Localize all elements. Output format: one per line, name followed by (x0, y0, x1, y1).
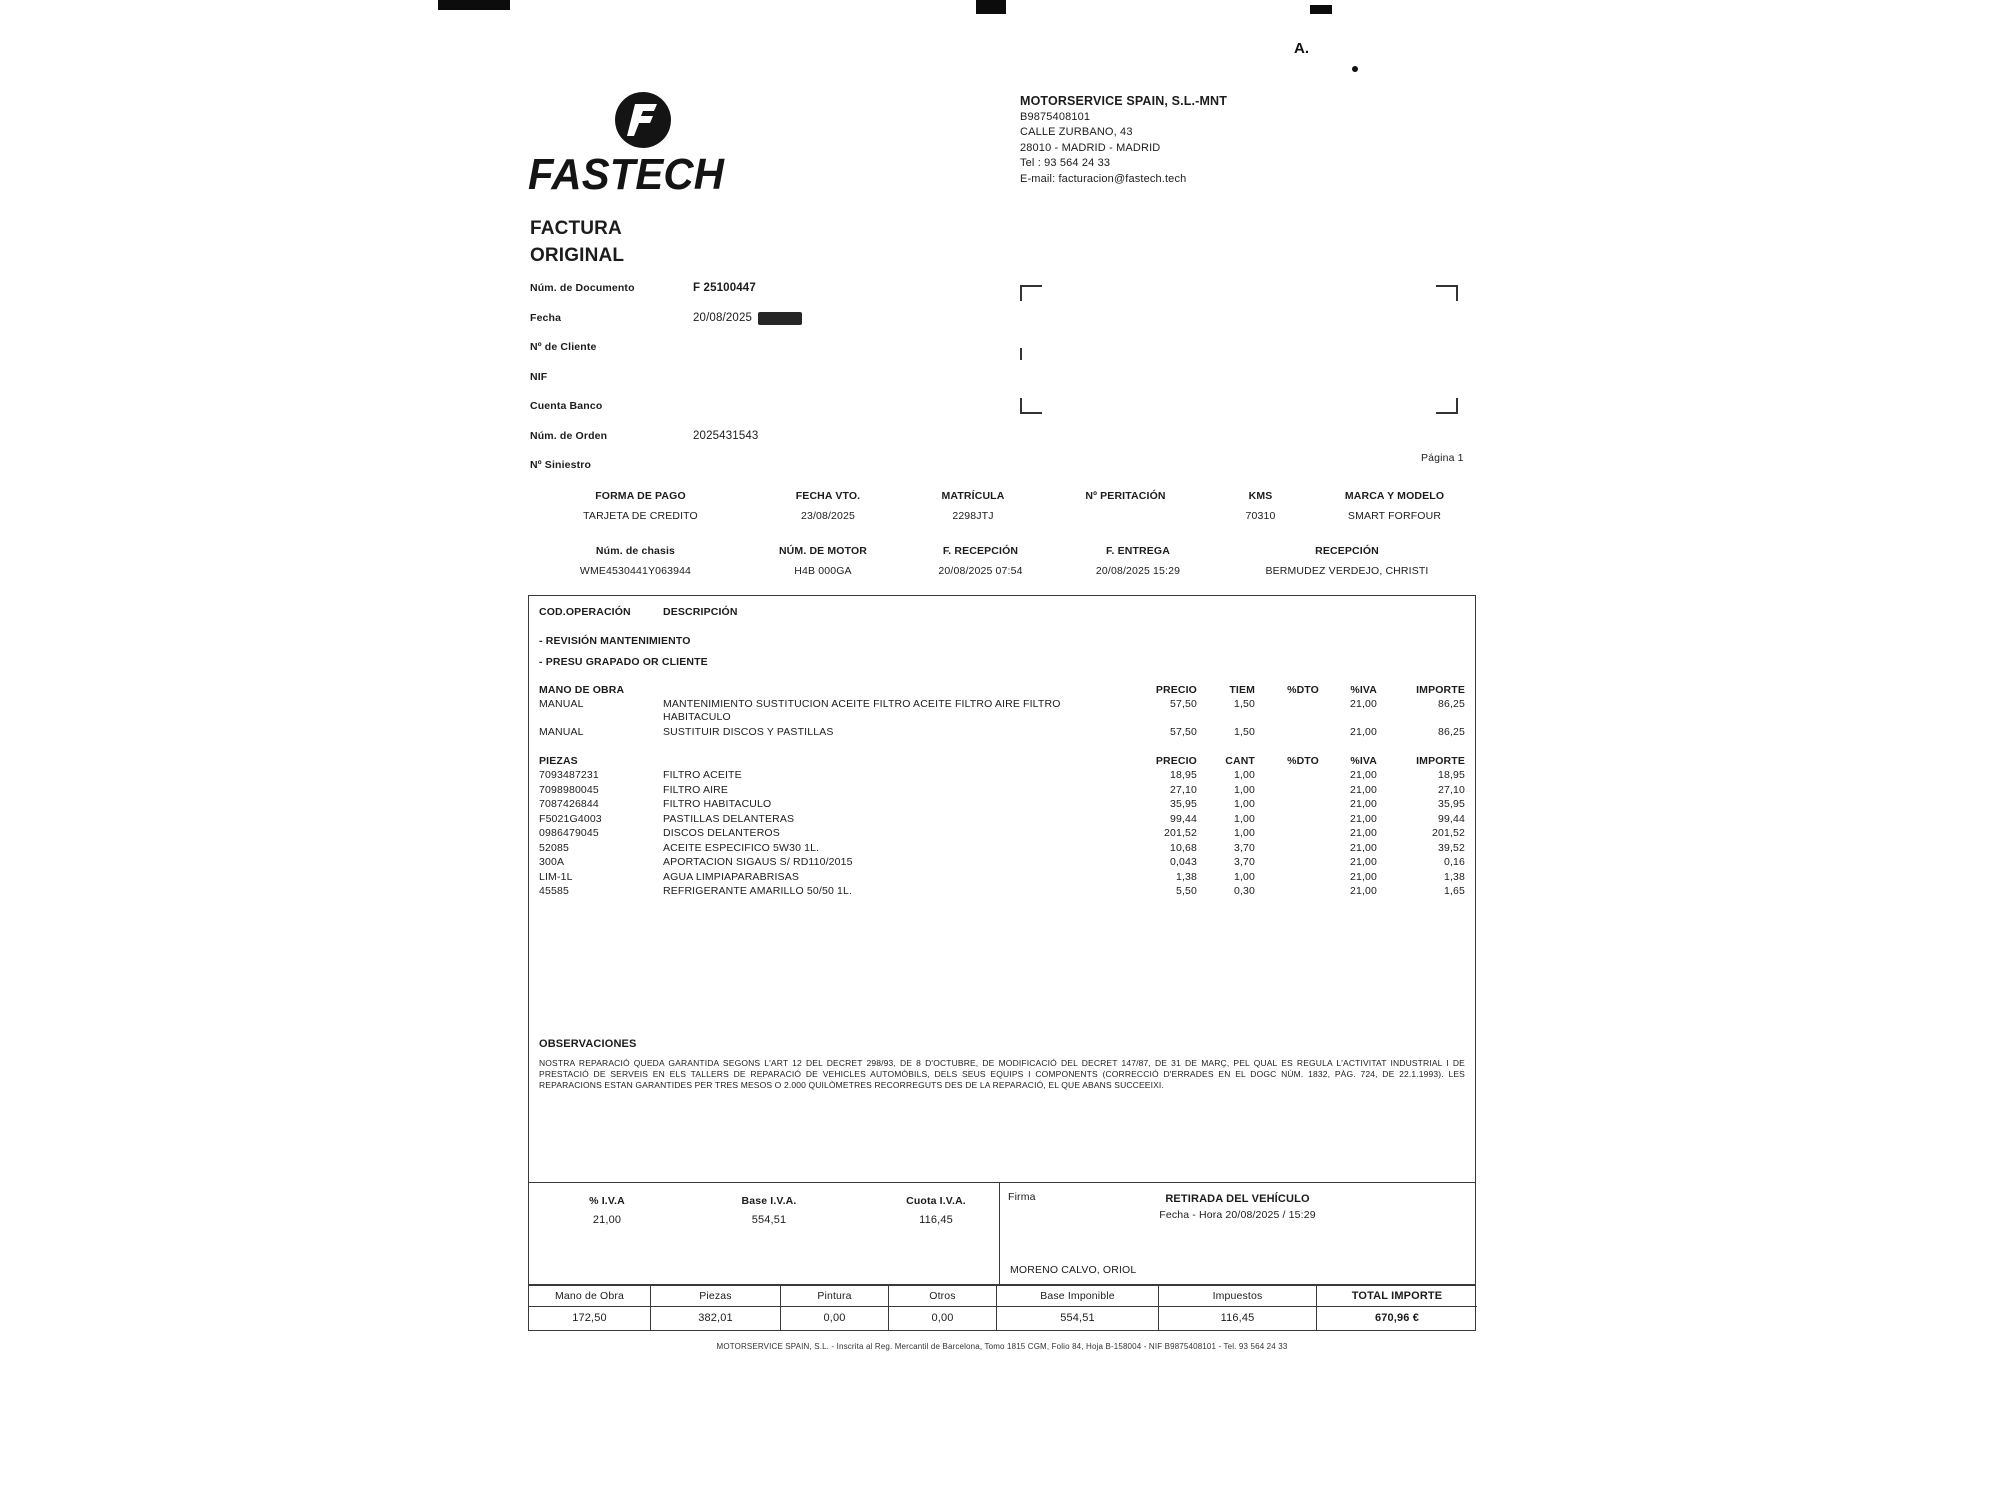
field-row (530, 341, 1010, 371)
part-precio: 35,95 (1169, 798, 1197, 810)
labor-importe: 86,25 (1437, 698, 1465, 710)
scan-dot-artifact (1352, 66, 1358, 72)
field-row (530, 430, 1010, 460)
part-iva: 21,00 (1349, 783, 1377, 796)
part-row (539, 842, 1465, 855)
labor-col: PRECIO (1155, 683, 1197, 696)
veh-header: RECEPCIÓN (1315, 545, 1379, 557)
vat-rate-value: 21,00 (592, 1214, 622, 1226)
signature-area (999, 1183, 1475, 1284)
part-iva: 21,00 (1349, 798, 1377, 810)
part-precio: 201,52 (1163, 827, 1197, 839)
work-note: - REVISIÓN MANTENIMIENTO (539, 634, 691, 647)
part-row (539, 871, 1465, 884)
parts-col: %DTO (1287, 754, 1319, 767)
scan-smudge (758, 312, 802, 325)
invoice-document (528, 80, 1478, 1375)
part-iva: 21,00 (1349, 856, 1377, 868)
document-number: F 25100447 (693, 282, 756, 294)
summary-header: Base Imponible (997, 1286, 1159, 1307)
part-desc: ACEITE ESPECIFICO 5W30 1L. (663, 841, 820, 854)
issuer-company-block (1020, 94, 1227, 187)
company-city: 28010 - MADRID - MADRID (1020, 141, 1161, 154)
crop-mark (1020, 398, 1042, 414)
part-importe: 18,95 (1437, 769, 1465, 781)
field-label: Nº Siniestro (530, 459, 592, 471)
company-phone: Tel : 93 564 24 33 (1020, 157, 1111, 169)
due-date: 23/08/2025 (800, 510, 856, 522)
field-row (530, 371, 1010, 401)
veh-header: KMS (1248, 490, 1273, 502)
part-code: 7098980045 (539, 783, 599, 796)
part-code: 7093487231 (539, 769, 599, 781)
chassis-number: WME4530441Y063944 (579, 565, 692, 577)
summary-header: Piezas (651, 1286, 781, 1307)
vat-rate-block (557, 1195, 657, 1226)
field-label: Núm. de Documento (530, 282, 635, 294)
labor-total: 172,50 (529, 1307, 651, 1330)
vehicle-pickup-datetime: Fecha - Hora 20/08/2025 / 15:29 (1159, 1209, 1316, 1221)
part-iva: 21,00 (1349, 812, 1377, 825)
vat-rate-label: % I.V.A (589, 1195, 625, 1207)
field-row (530, 312, 1010, 342)
veh-header: Núm. de chasis (595, 545, 676, 557)
part-precio: 1,38 (1175, 870, 1197, 883)
part-cant: 0,30 (1233, 885, 1255, 897)
labor-col: IMPORTE (1416, 683, 1465, 696)
total-amount: 670,96 € (1374, 1312, 1420, 1324)
vat-base-block (714, 1195, 824, 1226)
receptionist-name: BERMUDEZ VERDEJO, CHRISTI (1265, 565, 1429, 577)
document-copy-label: ORIGINAL (530, 245, 625, 266)
part-importe: 0,16 (1443, 856, 1465, 868)
part-code: 0986479045 (539, 827, 599, 839)
parts-title: PIEZAS (539, 754, 578, 767)
part-row (539, 827, 1465, 840)
part-row (539, 784, 1465, 797)
vat-amount-block (881, 1195, 991, 1226)
crop-mark (1020, 348, 1022, 360)
vehicle-pickup-title: RETIRADA DEL VEHÍCULO (1165, 1193, 1310, 1205)
labor-tiempo: 1,50 (1233, 698, 1255, 710)
taxable-base: 554,51 (997, 1307, 1159, 1330)
vehicle-info-row2 (528, 545, 1476, 577)
engine-number: H4B 000GA (794, 565, 852, 577)
veh-header: FECHA VTO. (795, 490, 861, 502)
part-desc: PASTILLAS DELANTERAS (663, 812, 795, 825)
part-importe: 201,52 (1431, 827, 1465, 839)
part-cant: 1,00 (1233, 783, 1255, 796)
legal-footer: MOTORSERVICE SPAIN, S.L. - Inscrita al Reg. Mercantil de Barcelona, Tomo 1815 CGM, Folio 84, Hoja B-158004 - NIF B9875408101 - Tel. 93 564 24 33 (716, 1342, 1288, 1351)
taxes: 116,45 (1159, 1307, 1317, 1330)
field-label: Núm. de Orden (530, 429, 608, 442)
col-description: DESCRIPCIÓN (663, 605, 738, 618)
part-code: 45585 (539, 885, 569, 897)
observations-title: OBSERVACIONES (539, 1038, 637, 1050)
field-row (530, 459, 1010, 489)
summary-header: Mano de Obra (529, 1286, 651, 1307)
payment-method: TARJETA DE CREDITO (583, 510, 698, 522)
document-fields (530, 282, 1010, 489)
other-total: 0,00 (889, 1307, 997, 1330)
license-plate: 2298JTJ (952, 510, 994, 522)
part-precio: 27,10 (1169, 783, 1197, 796)
work-note: - PRESU GRAPADO OR CLIENTE (539, 655, 708, 668)
part-cant: 3,70 (1233, 856, 1255, 868)
summary-header: Pintura (781, 1286, 889, 1307)
parts-col: IMPORTE (1416, 754, 1465, 767)
summary-header: Impuestos (1159, 1286, 1317, 1307)
vat-base-value: 554,51 (751, 1214, 787, 1226)
signature-label: Firma (1008, 1191, 1036, 1203)
totals-summary-table (528, 1285, 1476, 1331)
labor-iva: 21,00 (1349, 725, 1377, 738)
labor-col: %IVA (1350, 683, 1377, 696)
field-label: Fecha (530, 311, 562, 324)
labor-iva: 21,00 (1349, 698, 1377, 710)
part-desc: APORTACION SIGAUS S/ RD110/2015 (663, 856, 853, 868)
labor-code: MANUAL (539, 698, 584, 710)
part-importe: 27,10 (1437, 783, 1465, 796)
part-iva: 21,00 (1349, 769, 1377, 781)
company-name: MOTORSERVICE SPAIN, S.L.-MNT (1020, 94, 1227, 108)
labor-code: MANUAL (539, 725, 584, 738)
veh-header: NÚM. DE MOTOR (778, 545, 868, 557)
scan-artifact (1310, 5, 1332, 14)
document-date: 20/08/2025 (693, 311, 753, 324)
part-importe: 1,65 (1443, 885, 1465, 897)
part-cant: 1,00 (1233, 769, 1255, 781)
vat-amount-label: Cuota I.V.A. (906, 1195, 966, 1207)
crop-mark (1020, 285, 1042, 301)
handwritten-mark: A. (1294, 40, 1309, 57)
labor-row (539, 698, 1465, 724)
labor-importe: 86,25 (1437, 725, 1465, 738)
part-iva: 21,00 (1349, 870, 1377, 883)
labor-section-header (539, 684, 1465, 697)
part-cant: 3,70 (1233, 841, 1255, 854)
part-code: F5021G4003 (539, 812, 602, 825)
part-importe: 99,44 (1437, 812, 1465, 825)
part-desc: FILTRO HABITACULO (663, 798, 772, 810)
make-model: SMART FORFOUR (1347, 510, 1442, 522)
part-desc: FILTRO AIRE (663, 783, 729, 796)
part-desc: DISCOS DELANTEROS (663, 827, 780, 839)
order-number: 2025431543 (693, 429, 759, 442)
part-precio: 99,44 (1169, 812, 1197, 825)
part-row (539, 769, 1465, 782)
veh-header: FORMA DE PAGO (595, 490, 686, 502)
paint-total: 0,00 (781, 1307, 889, 1330)
part-code: 300A (539, 856, 565, 868)
veh-header: F. RECEPCIÓN (942, 545, 1019, 557)
reception-datetime: 20/08/2025 07:54 (938, 565, 1023, 577)
crop-mark (1436, 398, 1458, 414)
document-type-label: FACTURA (530, 218, 622, 239)
field-label: Cuenta Banco (530, 400, 603, 412)
part-importe: 35,95 (1437, 798, 1465, 810)
labor-precio: 57,50 (1169, 725, 1197, 738)
part-iva: 21,00 (1349, 885, 1377, 897)
page-number: Página 1 (1421, 452, 1464, 464)
part-cant: 1,00 (1233, 870, 1255, 883)
vat-amount-value: 116,45 (919, 1214, 953, 1226)
labor-precio: 57,50 (1169, 698, 1197, 710)
parts-col: PRECIO (1155, 754, 1197, 767)
part-cant: 1,00 (1233, 827, 1255, 839)
summary-header: Otros (889, 1286, 997, 1307)
scan-artifact (976, 0, 1006, 14)
veh-header: MATRÍCULA (941, 490, 1005, 502)
total-amount-header: TOTAL IMPORTE (1317, 1286, 1477, 1307)
labor-col: %DTO (1287, 683, 1319, 696)
field-row (530, 400, 1010, 430)
part-precio: 10,68 (1169, 841, 1197, 854)
labor-title: MANO DE OBRA (539, 683, 625, 696)
part-precio: 18,95 (1169, 769, 1197, 781)
part-code: 7087426844 (539, 798, 599, 810)
part-code: LIM-1L (539, 870, 573, 883)
parts-total: 382,01 (651, 1307, 781, 1330)
parts-col: %IVA (1350, 754, 1377, 767)
labor-tiempo: 1,50 (1233, 725, 1255, 738)
vat-base-label: Base I.V.A. (741, 1195, 797, 1207)
veh-header: F. ENTREGA (1106, 545, 1170, 557)
labor-row (539, 726, 1465, 739)
field-row (530, 282, 1010, 312)
delivery-datetime: 20/08/2025 15:29 (1095, 565, 1181, 577)
line-items-box (528, 595, 1476, 1285)
col-operation-code: COD.OPERACIÓN (539, 605, 631, 618)
labor-desc: MANTENIMIENTO SUSTITUCION ACEITE FILTRO ACEITE FILTRO AIRE FILTRO HABITACULO (663, 698, 1061, 723)
company-email: E-mail: facturacion@fastech.tech (1020, 172, 1187, 185)
part-importe: 39,52 (1437, 841, 1465, 854)
part-importe: 1,38 (1443, 870, 1465, 883)
part-cant: 1,00 (1233, 812, 1255, 825)
part-desc: REFRIGERANTE AMARILLO 50/50 1L. (663, 885, 853, 897)
part-precio: 5,50 (1175, 885, 1197, 897)
parts-col: CANT (1225, 754, 1255, 767)
fastech-logo-icon (613, 90, 673, 155)
labor-desc: SUSTITUIR DISCOS Y PASTILLAS (663, 725, 834, 738)
vehicle-info-row1 (528, 490, 1476, 522)
labor-col: TIEM (1229, 683, 1255, 696)
company-nif: B9875408101 (1020, 110, 1091, 123)
observations-text: NOSTRA REPARACIÓ QUEDA GARANTIDA SEGONS L'ART 12 DEL DECRET 298/93, DE 8 D'OCTUBRE, DE MODIFICACIÓ DEL DECRET 147/87, DE 31 DE MARÇ, PEL QUAL ES REGULA L'ACTIVITAT INDUSTRIAL I DE PRESTACIÓ DE SERVEIS EN ELS TALLERS DE REPARACIÓ DE VEHICLES AUTOMÒBILS, DELS SEUS EQUIPS I COMPONENTS (CORRECCIÓ D'ERRADES EN EL DOGC NÚM. 1832, PÀG. 724, DE 22.1.1993). LES REPARACIONS ESTAN GARANTIDES PER TRES MESOS O 2.000 QUILÒMETRES RECORREGUTS DES DE LA REPARACIÓ, EL QUE ABANS SUCCEEIXI. (539, 1058, 1465, 1090)
appraisal-number (1043, 510, 1208, 522)
scan-artifact (438, 0, 510, 10)
part-desc: AGUA LIMPIAPARABRISAS (663, 870, 799, 883)
part-iva: 21,00 (1349, 841, 1377, 854)
part-row (539, 885, 1465, 898)
vat-totals-strip (529, 1182, 1475, 1284)
brand-wordmark: FASTECH (528, 150, 725, 199)
part-row (539, 798, 1465, 811)
receiver-name: MORENO CALVO, ORIOL (1010, 1264, 1137, 1276)
part-iva: 21,00 (1349, 827, 1377, 839)
field-label: Nº de Cliente (530, 341, 597, 353)
part-cant: 1,00 (1233, 798, 1255, 810)
items-column-headers (539, 606, 1465, 619)
parts-section-header (539, 755, 1465, 768)
company-address: CALLE ZURBANO, 43 (1020, 126, 1133, 138)
veh-header: Nº PERITACIÓN (1085, 490, 1166, 502)
part-row (539, 813, 1465, 826)
veh-header: MARCA Y MODELO (1344, 490, 1445, 502)
part-row (539, 856, 1465, 869)
part-code: 52085 (539, 841, 569, 854)
part-desc: FILTRO ACEITE (663, 769, 742, 781)
part-precio: 0,043 (1169, 856, 1197, 868)
kms: 70310 (1245, 510, 1276, 522)
crop-mark (1436, 285, 1458, 301)
field-label: NIF (530, 370, 548, 383)
